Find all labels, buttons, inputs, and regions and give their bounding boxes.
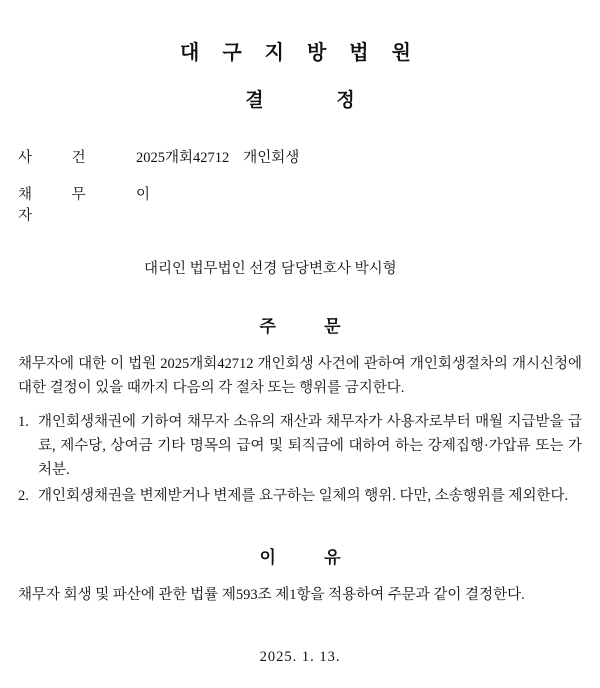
metadata-label-case: 사 건 bbox=[18, 150, 104, 166]
metadata-row-debtor bbox=[18, 183, 582, 225]
case-type: 개인회생 bbox=[243, 150, 300, 166]
list-item bbox=[18, 411, 582, 483]
list-item bbox=[18, 485, 582, 509]
metadata-label-debtor: 채 무 자 bbox=[18, 187, 104, 224]
metadata-row-case bbox=[18, 146, 582, 167]
metadata-value-case bbox=[136, 146, 582, 167]
attorney-line: 대리인 법무법인 선경 담당변호사 박시형 bbox=[144, 261, 397, 277]
list-item-number: 1. bbox=[18, 413, 29, 430]
court-title: 대 구 지 방 법 원 bbox=[180, 42, 420, 64]
list-item-number: 2. bbox=[18, 487, 29, 504]
debtor-name: 이 bbox=[136, 187, 151, 203]
reason-paragraph: 채무자 회생 및 파산에 관한 법률 제593조 제1항을 적용하여 주문과 같이 결정한다. bbox=[18, 586, 525, 603]
case-number: 2025개회42712 bbox=[136, 150, 230, 166]
main-paragraph: 채무자에 대한 이 법원 2025개회42712 개인회생 사건에 관하여 개인회생절차의 개시신청에 대한 결정이 있을 때까지 다음의 각 절차 또는 행위를 금지한다. bbox=[18, 356, 582, 396]
case-metadata bbox=[18, 146, 582, 225]
metadata-value-debtor bbox=[136, 183, 582, 204]
list-item-text: 개인회생채권에 기하여 채무자 소유의 재산과 채무자가 사용자로부터 매월 지급받을 급료, 제수당, 상여금 기타 명목의 급여 및 퇴직금에 대하여 하는 강제집행·가압류 또는 가처분. bbox=[38, 413, 582, 478]
list-item-text: 개인회생채권을 변제받거나 변제를 요구하는 일체의 행위. 다만, 소송행위를 제외한다. bbox=[38, 487, 569, 504]
main-text-heading: 주 문 bbox=[259, 317, 363, 336]
reason-heading: 이 유 bbox=[259, 547, 363, 567]
prohibited-actions-list bbox=[18, 411, 582, 509]
document-type-heading: 결 정 bbox=[245, 90, 389, 111]
decision-date: 2025. 1. 13. bbox=[259, 649, 341, 665]
